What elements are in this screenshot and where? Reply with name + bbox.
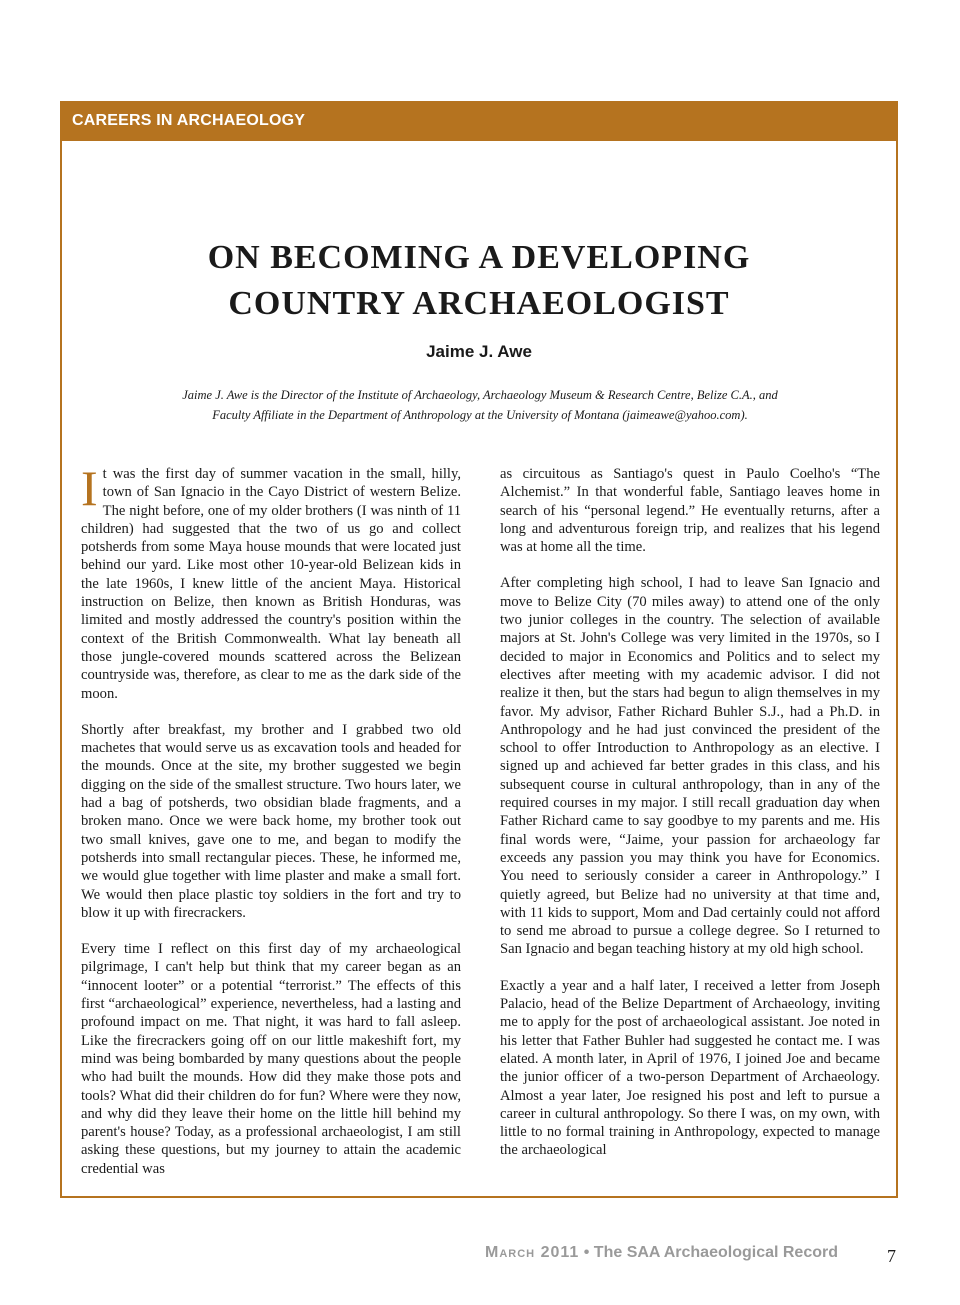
affiliation-line-1: Jaime J. Awe is the Director of the Institute of Archaeology, Archaeology Museum & Research Centre, Belize C.A., and <box>182 388 778 402</box>
page-footer <box>0 1244 960 1270</box>
section-label: CAREERS IN ARCHAEOLOGY <box>72 112 306 129</box>
article-title <box>62 235 896 327</box>
article-frame <box>60 101 898 1198</box>
footer-citation <box>485 1244 838 1262</box>
paragraph-text: t was the first day of summer vacation in the small, hilly, town of San Ignacio in the Cayo District of western Belize. The night before, one of my older brothers (I was ninth of 11 children) had suggested that the two of us go and collect potsherds from some Maya house mounds that were located just behind our yard. Like most other 10-year-old Belizean kids in the late 1960s, I knew little of the ancient Maya. Historical instruction on Belize, then known as British Honduras, was limited and mostly addressed the country's position within the context of the British Commonwealth. What lay beneath all those jungle-covered mounds scattered across the Belizean countryside was, therefore, as clear to me as the dark side of the moon. <box>81 466 461 702</box>
publication-name: The SAA Archaeological Record <box>593 1244 838 1261</box>
author-name: Jaime J. Awe <box>426 342 532 361</box>
body-paragraph: as circuitous as Santiago's quest in Paulo Coelho's “The Alchemist.” In that wonderful fable, Santiago leaves home in search of his “personal legend.” He eventually returns, after a long and adventurous foreign trip, and realizes that his legend was at home all the time. <box>500 466 880 556</box>
author-affiliation <box>142 385 818 425</box>
section-banner <box>62 103 896 141</box>
body-paragraph: After completing high school, I had to leave San Ignacio and move to Belize City (70 miles away) to attend one of the only two junior colleges in the country. The selection of available majors at St. John's College was very limited in the 1970s, so I decided to major in Economics and Politics and to select my electives after meeting with my academic advisor. I did not realize it then, but the stars had begun to align themselves in my favor. My advisor, Father Richard Buhler S.J., had a Ph.D. in Anthropology and he had just convinced the president of the school to offer Introduction to Anthropology as an elective. I signed up and achieved far better grades in this class, and his subsequent course in cultural anthropology, than in any of the required courses in my major. I still recall graduation day when Father Richard came to say goodbye to my parents and me. His final words were, “Jaime, your passion for archaeology far exceeds any passion you may think you have for Economics. You need to seriously consider a career in Anthropology.” I quietly agreed, but Belize had no university at that time and, with 11 kids to support, Mom and Dad certainly could not afford to send me abroad to pursue a college degree. So I returned to San Ignacio and began teaching history at my old high school. <box>500 575 880 958</box>
body-paragraph: Exactly a year and a half later, I received a letter from Joseph Palacio, head of the Belize Department of Archaeology, inviting me to apply for the post of archaeological assistant. Joe noted in his letter that Father Buhler had suggested he contact me. I was elated. A month later, in April of 1976, I joined Joe and became the junior officer of a two-person Department of Archaeology. Almost a year later, Joe resigned his post and left to pursue a career in cultural anthropology. So there I was, on my own, with little to no formal training in Anthropology, expected to manage the archaeological <box>500 977 880 1159</box>
body-paragraph: Shortly after breakfast, my brother and I grabbed two old machetes that would serve us as excavation tools and headed for the mounds. Once at the site, my brother suggested we begin digging on the side of the smallest structure. Two hours later, we had a bag of potsherds, two obsidian blade fragments, and a broken mano. Once we were back home, my brother took out two small knives, gave one to me, and began to modify the potsherds into small rectangular pieces. These, he informed me, we would glue together with lime plaster and make a small fort. We would then place plastic toy soldiers in the fort and try to blow it up with firecrackers. <box>81 721 461 921</box>
drop-cap: I <box>81 460 98 516</box>
issue-date: March 2011 <box>485 1244 580 1261</box>
body-paragraph: Every time I reflect on this first day of my archaeological pilgrimage, I can't help but think that my career began as an “innocent looter” or a potential “terrorist.” The effects of this first “archaeological” experience, nevertheless, had a lasting and profound impact on me. That night, it was hard to fall asleep. Like the firecrackers going off on our little makeshift fort, my mind was being bombarded by many questions about the people who had built the mounds. How did they make those pots and tools? What did their children do for fun? Where were they now, and why did they leave their home on the little hill behind my parent's house? Today, as a professional archaeologist, I am still asking these questions, but my journey to attain the academic credential was <box>81 941 461 1177</box>
affiliation-line-2: Faculty Affiliate in the Department of Anthropology at the University of Montana (jaimeawe@yahoo.com). <box>212 408 748 422</box>
page-number: 7 <box>887 1246 896 1266</box>
body-paragraph <box>81 460 461 703</box>
left-column <box>81 460 461 1196</box>
bullet-separator: • <box>583 1244 590 1261</box>
title-line-2: COUNTRY ARCHAEOLOGIST <box>228 285 730 322</box>
title-line-1: ON BECOMING A DEVELOPING <box>207 239 751 276</box>
right-column <box>500 465 880 1178</box>
